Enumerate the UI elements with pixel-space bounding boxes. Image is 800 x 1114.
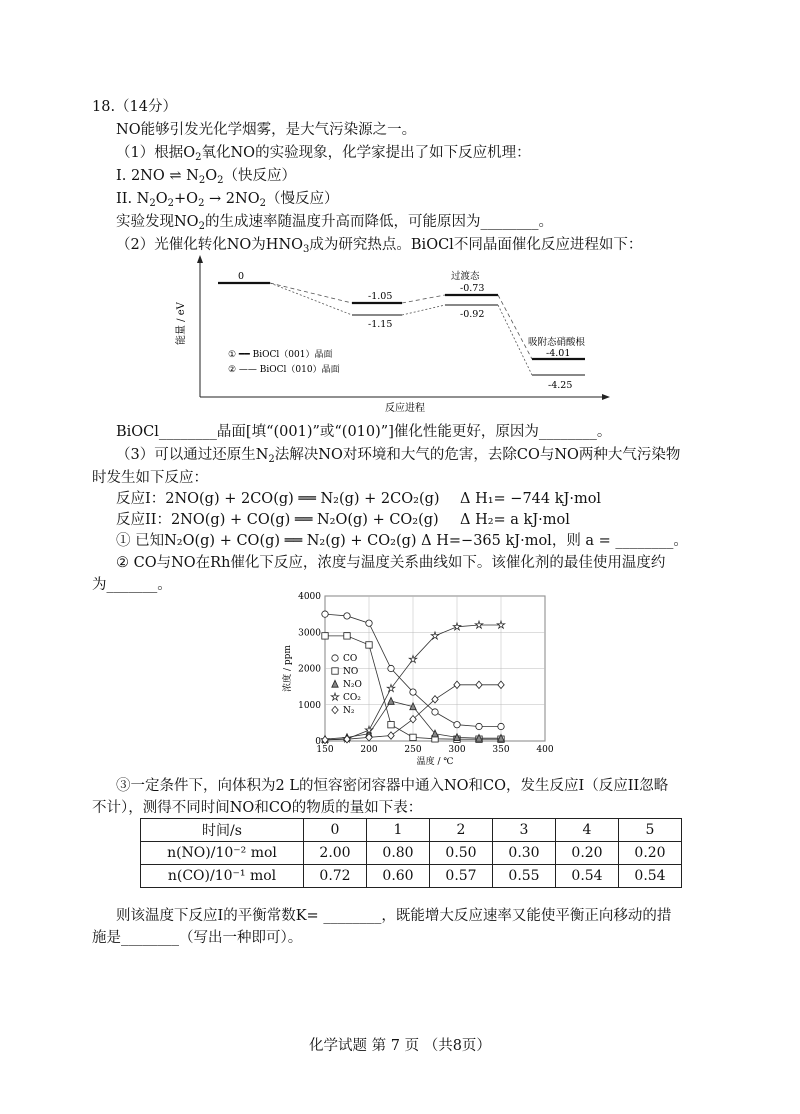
table-header-cell: 3 [493, 819, 556, 842]
p2-a: （2）光催化转化NO为HNO [116, 237, 304, 253]
part1-sub: 2 [195, 152, 202, 163]
table-header-cell: 2 [430, 819, 493, 842]
legend-marker-NO [332, 668, 338, 674]
y-axis-label: 浓度 / ppm [283, 645, 293, 692]
legend-marker-N₂ [332, 706, 338, 713]
data-point-CO [476, 723, 482, 729]
part1-a: （1）根据O [116, 145, 196, 161]
data-point-N₂ [432, 696, 438, 703]
level-label-2: -1.15 [368, 319, 393, 330]
table-cell: n(CO)/10⁻¹ mol [141, 865, 304, 888]
exp-b: 的生成速率随温度升高而降低，可能原因为________。 [204, 214, 553, 230]
table-header-cell: 0 [304, 819, 367, 842]
mech1-d: （快反应） [223, 168, 296, 184]
level-label-5: -4.01 [546, 348, 571, 359]
y-tick-label: 4000 [298, 592, 321, 602]
mech2-sub2: 2 [167, 198, 175, 209]
table-row [141, 842, 682, 865]
x-tick-label: 400 [536, 745, 554, 755]
data-point-CO [388, 665, 394, 671]
legend-001: ① ━━ BiOCl（001）晶面 [228, 350, 333, 360]
legend-label-CO: CO [343, 654, 358, 664]
energy-ylabel: 能量 / eV [176, 302, 187, 345]
table-header-row [141, 819, 682, 842]
level-label-0: 0 [238, 271, 245, 282]
table-cell: 0.50 [430, 842, 493, 865]
energy-diagram [170, 255, 610, 415]
table-cell: 0.20 [619, 842, 682, 865]
legend-010: ② —— BiOCl（010）晶面 [228, 365, 340, 375]
page-footer: 化学试题 第 7 页 （共8页） [309, 1038, 491, 1054]
part2-answer: BiOCl________晶面[填“(001)”或“(010)”]催化性能更好，原因为________。 [116, 424, 612, 440]
mech2-sub3: 2 [198, 198, 205, 209]
table-cell: 0.57 [430, 865, 493, 888]
p3-a: （3）可以通过还原生N [116, 447, 269, 463]
equilibrium-arrow-icon: ⇌ [169, 168, 182, 184]
mechanism-step-2 [116, 189, 338, 209]
p3-sub: 2 [268, 454, 275, 465]
level-label-3: -0.73 [460, 283, 485, 294]
part2-prompt [116, 235, 642, 255]
part1-prompt [116, 143, 531, 163]
data-point-CO [322, 611, 328, 617]
y-tick-label: 3000 [298, 628, 321, 639]
data-point-N₂ [410, 716, 416, 723]
mech2-sub4: 2 [259, 198, 266, 209]
transition-label: 过渡态 [451, 271, 480, 282]
legend-marker-CO₂ [331, 693, 339, 700]
mech1-sub1: 2 [198, 175, 206, 186]
data-point-N₂ [388, 732, 394, 739]
level-label-1: -1.05 [368, 291, 393, 302]
energy-xlabel: 反应进程 [385, 403, 425, 414]
reaction-2-enthalpy: Δ H₂= a kJ·mol [460, 512, 570, 528]
level-label-6: -4.25 [548, 380, 573, 391]
experiment-observation [116, 212, 553, 232]
legend-label-N₂O: N₂O [343, 680, 362, 690]
question-3-3-line2: 不计），测得不同时间NO和CO的物质的量如下表： [92, 800, 423, 816]
table-cell: 0.60 [367, 865, 430, 888]
y-tick-label: 2000 [298, 664, 321, 675]
p2-sub: 3 [303, 244, 310, 255]
table-header-cell: 时间/s [141, 819, 304, 842]
x-tick-label: 350 [492, 745, 510, 755]
mech2-d: → 2NO [204, 191, 260, 207]
data-point-NO [344, 633, 350, 639]
p2-b: 成为研究热点。BiOCl不同晶面催化反应进程如下： [309, 237, 643, 253]
table-cell: 0.55 [493, 865, 556, 888]
data-point-CO [454, 721, 460, 727]
question-header: 18.（14分） [92, 99, 178, 115]
part3-prompt-line2: 时发生如下反应： [92, 470, 208, 486]
mech2-c: +O [174, 191, 199, 207]
data-table [140, 818, 682, 888]
data-point-NO [322, 633, 328, 639]
table-cell: n(NO)/10⁻² mol [141, 842, 304, 865]
data-point-N₂O [388, 697, 394, 704]
data-point-CO₂ [475, 621, 483, 628]
data-point-CO₂ [431, 632, 439, 639]
mech1-sub2: 2 [217, 175, 224, 186]
p3-b: 法解决NO对环境和大气的危害，去除CO与NO两种大气污染物 [274, 447, 681, 463]
question-3-1: ① 已知N₂O(g) + CO(g) ══ N₂(g) + CO₂(g) Δ H=−365 kJ·mol，则 a = ________。 [116, 533, 688, 549]
legend-label-CO₂: CO₂ [343, 693, 361, 703]
part1-b: 氧化NO的实验现象，化学家提出了如下反应机理： [201, 145, 531, 161]
data-point-NO [366, 642, 372, 648]
level-label-4: -0.92 [460, 309, 485, 320]
table-cell: 0.54 [619, 865, 682, 888]
data-point-CO [410, 689, 416, 695]
mech1-c: O [205, 168, 218, 184]
mech2-a: II. N [116, 191, 150, 207]
question-3-2: ② CO与NO在Rh催化下反应，浓度与温度关系曲线如下。该催化剂的最佳使用温度约 [116, 555, 666, 571]
data-point-CO [344, 613, 350, 619]
legend-label-NO: NO [343, 667, 359, 677]
table-header-cell: 5 [619, 819, 682, 842]
exp-sub: 2 [198, 221, 205, 232]
data-point-CO [366, 620, 372, 626]
table-cell: 0.80 [367, 842, 430, 865]
legend-label-N₂: N₂ [343, 706, 355, 716]
table-cell: 0.20 [556, 842, 619, 865]
part3-prompt [116, 445, 680, 465]
mech2-e: （慢反应） [265, 191, 339, 207]
data-point-N₂ [476, 681, 482, 688]
reaction-2: 反应II：2NO(g) + CO(g) ══ N₂O(g) + CO₂(g) [116, 512, 439, 528]
table-row [141, 865, 682, 888]
x-tick-label: 300 [448, 745, 466, 755]
data-point-N₂ [498, 681, 504, 688]
table-cell: 0.72 [304, 865, 367, 888]
table-cell: 0.54 [556, 865, 619, 888]
mech2-sub1: 2 [149, 198, 156, 209]
data-point-CO [432, 709, 438, 715]
data-point-N₂ [454, 681, 460, 688]
data-point-NO [410, 734, 416, 740]
mech1-b: N [181, 168, 199, 184]
y-tick-label: 0 [315, 737, 321, 747]
data-point-CO [498, 723, 504, 729]
table-header-cell: 1 [367, 819, 430, 842]
y-tick-label: 1000 [298, 700, 321, 711]
reaction-1: 反应I：2NO(g) + 2CO(g) ══ N₂(g) + 2CO₂(g) [116, 491, 440, 507]
mech1-a: I. 2NO [116, 168, 170, 184]
mechanism-step-1 [116, 166, 296, 186]
x-tick-label: 200 [360, 745, 378, 755]
x-axis-label: 温度 / ℃ [416, 757, 454, 767]
final-question: 则该温度下反应I的平衡常数K= ________，既能增大反应速率又能使平衡正向移动的措 [116, 908, 672, 924]
question-3-2-line2: 为_______。 [92, 577, 172, 593]
legend-marker-CO [332, 655, 338, 661]
final-question-line2: 施是________（写出一种即可）。 [92, 930, 303, 946]
table-cell: 2.00 [304, 842, 367, 865]
mech2-b: O [155, 191, 168, 207]
legend-marker-N₂O [332, 680, 338, 687]
question-3-3: ③一定条件下，向体积为2 L的恒容密闭容器中通入NO和CO，发生反应I（反应II忽略 [116, 778, 669, 794]
adsorbed-label: 吸附态硝酸根 [528, 337, 586, 348]
x-tick-label: 150 [316, 745, 334, 755]
exp-a: 实验发现NO [116, 214, 199, 230]
data-point-NO [388, 721, 394, 727]
intro-text: NO能够引发光化学烟雾，是大气污染源之一。 [116, 122, 417, 138]
x-tick-label: 250 [404, 745, 422, 755]
reaction-1-enthalpy: Δ H₁= −744 kJ·mol [460, 491, 602, 507]
table-header-cell: 4 [556, 819, 619, 842]
table-cell: 0.30 [493, 842, 556, 865]
concentration-chart [280, 590, 570, 775]
